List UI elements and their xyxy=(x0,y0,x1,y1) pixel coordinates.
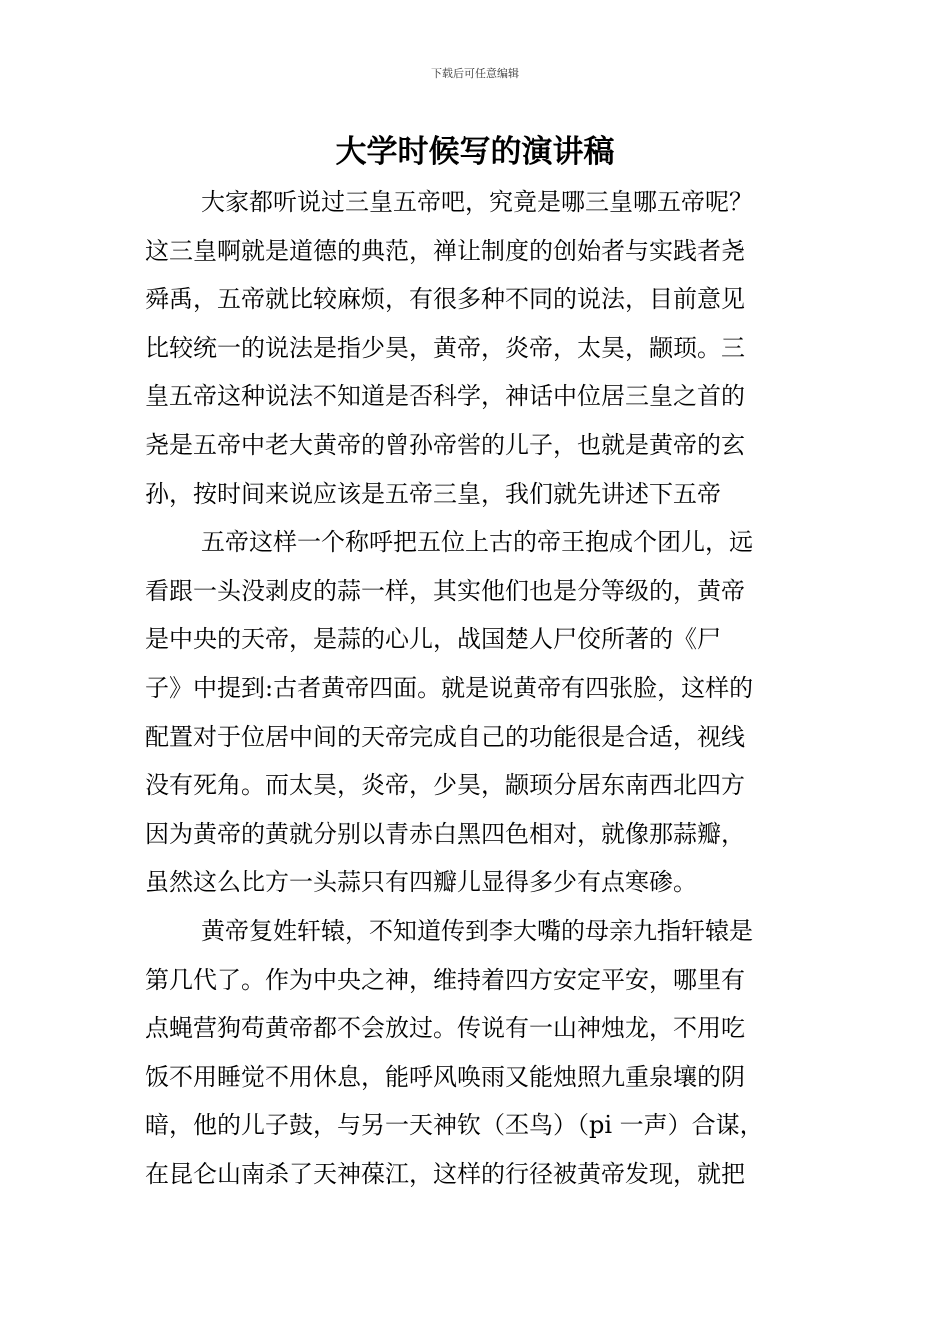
text-line: 暗，他的儿子鼓，与另一天神钦（丕鸟）（pi 一声）合谋， xyxy=(145,1111,764,1140)
text-line: 没有死角。而太昊，炎帝，少昊，颛顼分居东南西北四方 xyxy=(145,771,745,800)
document-title: 大学时候写的演讲稿 xyxy=(335,134,615,170)
text-line: 黄帝复姓轩辕，不知道传到李大嘴的母亲九指轩辕是 xyxy=(201,916,753,945)
text-line: 因为黄帝的黄就分别以青赤白黑四色相对，就像那蒜瓣， xyxy=(145,819,745,848)
paragraph-3 xyxy=(145,907,825,1199)
text-line: 子》中提到:古者黄帝四面。就是说黄帝有四张脸，这样的 xyxy=(145,673,754,702)
text-line: 饭不用睡觉不用休息，能呼风唤雨又能烛照九重泉壤的阴 xyxy=(145,1062,745,1091)
text-line: 皇五帝这种说法不知道是否科学，神话中位居三皇之首的 xyxy=(145,382,745,411)
text-line: 孙，按时间来说应该是五帝三皇，我们就先讲述下五帝 xyxy=(145,479,721,508)
text-line: 在昆仑山南杀了天神葆江，这样的行径被黄帝发现，就把 xyxy=(145,1159,745,1188)
text-line: 虽然这么比方一头蒜只有四瓣儿显得多少有点寒碜。 xyxy=(145,868,697,897)
text-line: 配置对于位居中间的天帝完成自己的功能很是合适，视线 xyxy=(145,722,745,751)
paragraph-1 xyxy=(145,178,825,518)
text-line: 大家都听说过三皇五帝吧，究竟是哪三皇哪五帝呢？ xyxy=(201,188,753,216)
text-line: 五帝这样一个称呼把五位上古的帝王抱成个团儿，远 xyxy=(201,528,753,557)
text-line: 这三皇啊就是道德的典范，禅让制度的创始者与实践者尧 xyxy=(145,236,745,265)
text-line: 是中央的天帝，是蒜的心儿，战国楚人尸佼所著的《尸 xyxy=(145,625,721,654)
text-line: 比较统一的说法是指少昊，黄帝，炎帝，太昊，颛顼。三 xyxy=(145,333,745,362)
text-line: 尧是五帝中老大黄帝的曾孙帝喾的儿子，也就是黄帝的玄 xyxy=(145,430,745,459)
text-line: 第几代了。作为中央之神，维持着四方安定平安，哪里有 xyxy=(145,965,745,994)
page-header-note: 下载后可任意编辑 xyxy=(431,67,519,80)
text-line: 点蝇营狗苟黄帝都不会放过。传说有一山神烛龙，不用吃 xyxy=(145,1014,745,1043)
text-line: 看跟一头没剥皮的蒜一样，其实他们也是分等级的，黄帝 xyxy=(145,576,745,605)
paragraph-2 xyxy=(145,518,825,907)
document-body xyxy=(145,178,825,1198)
text-line: 舜禹，五帝就比较麻烦，有很多种不同的说法，目前意见 xyxy=(145,285,745,314)
